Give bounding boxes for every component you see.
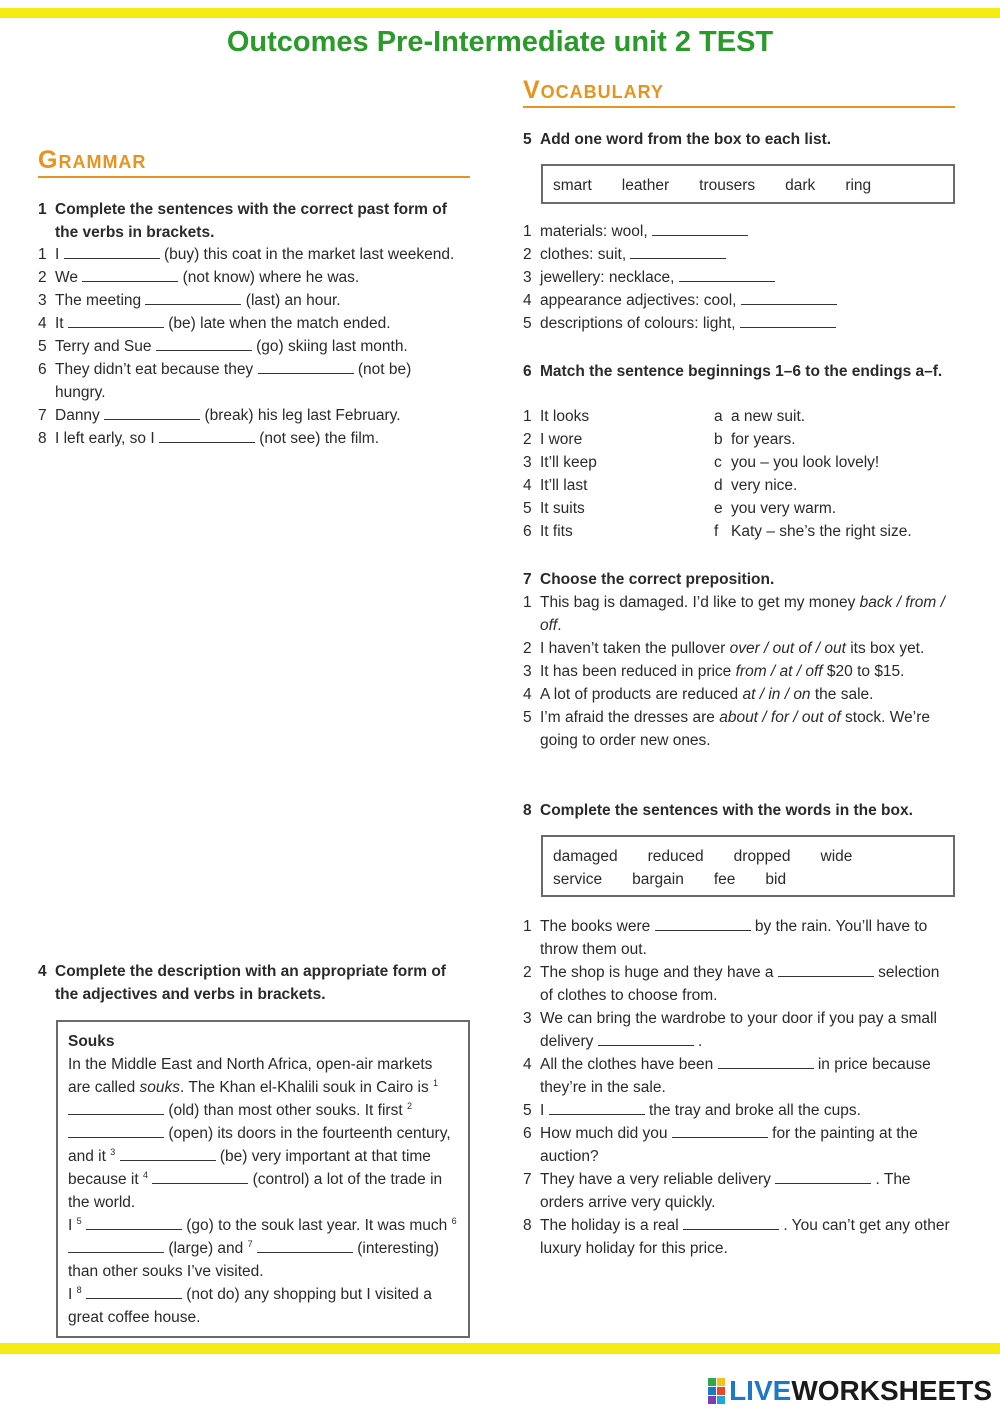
match-row bbox=[523, 474, 955, 497]
item-number: 5 bbox=[523, 1102, 532, 1119]
q7-text: Choose the correct preposition. bbox=[540, 571, 775, 588]
match-row bbox=[523, 428, 955, 451]
answer-blank[interactable] bbox=[159, 429, 255, 443]
sentence-beginning: It looks bbox=[540, 408, 590, 425]
souks-blank-3[interactable] bbox=[120, 1147, 216, 1161]
sentence-ending: a new suit. bbox=[731, 408, 806, 425]
q7-item bbox=[523, 637, 948, 660]
sentence-ending: for years. bbox=[731, 431, 796, 448]
item-text-before: I bbox=[540, 1102, 545, 1119]
item-text-before: How much did you bbox=[540, 1125, 668, 1142]
q7-number: 7 bbox=[523, 571, 532, 588]
item-text: appearance adjectives: cool, bbox=[540, 292, 737, 309]
q5-item bbox=[523, 312, 955, 335]
item-text-after: the tray and broke all the cups. bbox=[648, 1102, 861, 1119]
item-text-before: The shop is huge and they have a bbox=[540, 964, 774, 981]
q8-word-row-2 bbox=[553, 868, 943, 891]
item-text-after: . bbox=[557, 617, 562, 634]
item-text-after: (be) late when the match ended. bbox=[168, 315, 391, 332]
box-word: service bbox=[553, 871, 603, 888]
item-number: 6 bbox=[523, 523, 532, 540]
item-number: 3 bbox=[523, 454, 532, 471]
item-number: 6 bbox=[523, 1125, 532, 1142]
q5-item bbox=[523, 220, 955, 243]
q5-instruction bbox=[523, 128, 955, 151]
q1-instruction bbox=[38, 198, 470, 244]
preposition-options[interactable]: from / at / off bbox=[735, 663, 823, 680]
box-word: fee bbox=[713, 871, 736, 888]
q7-item bbox=[523, 683, 948, 706]
box-word: dark bbox=[785, 177, 816, 194]
answer-blank[interactable] bbox=[156, 337, 252, 351]
answer-blank[interactable] bbox=[598, 1032, 694, 1046]
q1-item bbox=[38, 335, 458, 358]
q5-item bbox=[523, 266, 955, 289]
ending-letter: c bbox=[714, 454, 722, 471]
match-row bbox=[523, 405, 955, 428]
souks-blank-1[interactable] bbox=[68, 1101, 164, 1115]
souks-title: Souks bbox=[68, 1033, 115, 1050]
sentence-ending: you very warm. bbox=[731, 500, 837, 517]
q4-instruction bbox=[38, 960, 470, 1006]
answer-blank[interactable] bbox=[775, 1170, 871, 1184]
item-text-after: its box yet. bbox=[845, 640, 925, 657]
answer-blank[interactable] bbox=[82, 268, 178, 282]
logo-text-worksheets: WORKSHEETS bbox=[791, 1375, 992, 1406]
item-number: 6 bbox=[38, 361, 47, 378]
item-text: jewellery: necklace, bbox=[540, 269, 675, 286]
answer-blank[interactable] bbox=[64, 245, 160, 259]
preposition-options[interactable]: at / in / on bbox=[742, 686, 811, 703]
item-number: 5 bbox=[523, 709, 532, 726]
item-text-before: I haven’t taken the pullover bbox=[540, 640, 730, 657]
item-text-after: stock. We’re going to order new ones. bbox=[540, 709, 930, 749]
item-text-after: (not see) the film. bbox=[259, 430, 380, 447]
ending-letter: b bbox=[714, 431, 723, 448]
item-number: 4 bbox=[523, 477, 532, 494]
ending-letter: f bbox=[714, 523, 719, 540]
q7-item bbox=[523, 591, 948, 637]
item-number: 8 bbox=[523, 1217, 532, 1234]
item-number: 4 bbox=[38, 315, 47, 332]
item-text-before: I bbox=[55, 246, 60, 263]
souks-text-box bbox=[56, 1020, 470, 1338]
souks-blank-8[interactable] bbox=[86, 1285, 182, 1299]
item-text-after: (go) skiing last month. bbox=[256, 338, 408, 355]
answer-blank[interactable] bbox=[655, 917, 751, 931]
sentence-ending: Katy – she’s the right size. bbox=[731, 523, 912, 540]
page-title: Outcomes Pre-Intermediate unit 2 TEST bbox=[226, 26, 774, 58]
item-text-after: $20 to $15. bbox=[822, 663, 905, 680]
item-text-before: They didn’t eat because they bbox=[55, 361, 254, 378]
answer-blank[interactable] bbox=[672, 1124, 768, 1138]
q6-text: Match the sentence beginnings 1–6 to the endings a–f. bbox=[540, 363, 943, 380]
match-row bbox=[523, 520, 955, 543]
item-text-after: (last) an hour. bbox=[245, 292, 341, 309]
item-number: 1 bbox=[523, 918, 532, 935]
item-text-before: We can bring the wardrobe to your door if you pay a small delivery bbox=[540, 1010, 937, 1050]
item-text-after: (not know) where he was. bbox=[182, 269, 360, 286]
box-word: leather bbox=[621, 177, 670, 194]
souks-blank-4[interactable] bbox=[152, 1170, 248, 1184]
item-number: 7 bbox=[523, 1171, 532, 1188]
item-number: 1 bbox=[523, 223, 532, 240]
q1-list bbox=[38, 243, 458, 450]
item-number: 4 bbox=[523, 292, 532, 309]
souks-blank-7[interactable] bbox=[257, 1239, 353, 1253]
item-text-after: in price because they’re in the sale. bbox=[540, 1056, 931, 1096]
q8-item bbox=[523, 961, 955, 1007]
q5-word-box bbox=[541, 164, 955, 204]
item-text-before: The holiday is a real bbox=[540, 1217, 679, 1234]
item-text-before: The books were bbox=[540, 918, 651, 935]
answer-blank[interactable] bbox=[683, 1216, 779, 1230]
q8-item bbox=[523, 1007, 955, 1053]
vocabulary-heading: Vocabulary bbox=[523, 76, 955, 108]
bottom-yellow-bar bbox=[0, 1343, 1000, 1354]
box-word: wide bbox=[820, 848, 853, 865]
item-text-before: I’m afraid the dresses are bbox=[540, 709, 720, 726]
q1-item bbox=[38, 404, 458, 427]
top-yellow-bar bbox=[0, 8, 1000, 18]
logo-text-live: LIVE bbox=[729, 1375, 792, 1406]
item-number: 5 bbox=[523, 315, 532, 332]
item-number: 7 bbox=[38, 407, 47, 424]
q1-item bbox=[38, 243, 458, 266]
item-text-before: We bbox=[55, 269, 78, 286]
sentence-beginning: It’ll keep bbox=[540, 454, 597, 471]
match-row bbox=[523, 451, 955, 474]
q4-text: Complete the description with an appropriate form of the adjectives and verbs in brackets. bbox=[55, 963, 446, 1003]
answer-blank[interactable] bbox=[778, 963, 874, 977]
item-text-before: I left early, so I bbox=[55, 430, 155, 447]
q1-item bbox=[38, 427, 458, 450]
item-text-after: . You can’t get any other luxury holiday for this price. bbox=[540, 1217, 950, 1257]
q6-number: 6 bbox=[523, 363, 532, 380]
box-word: ring bbox=[845, 177, 872, 194]
q6-instruction bbox=[523, 360, 955, 383]
souks-paragraph-1: In the Middle East and North Africa, open-air markets are called souks. The Khan el-Khalili souk in Cairo is $^1$ (old) than most other souks. It first $^2$ (open) its doors in the fourteenth century, and it $^3$ (be) very important at that time because it $^4$ (control) a lot of the trade in the world. bbox=[68, 1056, 451, 1211]
answer-blank[interactable] bbox=[258, 360, 354, 374]
item-number: 4 bbox=[523, 1056, 532, 1073]
q8-instruction bbox=[523, 799, 955, 822]
item-number: 3 bbox=[523, 269, 532, 286]
q5-item bbox=[523, 289, 955, 312]
item-number: 2 bbox=[523, 431, 532, 448]
answer-blank[interactable] bbox=[145, 291, 241, 305]
item-text-after: (buy) this coat in the market last weekend. bbox=[163, 246, 455, 263]
item-text-before: Danny bbox=[55, 407, 100, 424]
item-text-after: . bbox=[698, 1033, 703, 1050]
item-number: 2 bbox=[523, 246, 532, 263]
item-text-before: It bbox=[55, 315, 64, 332]
sentence-beginning: I wore bbox=[540, 431, 583, 448]
souks-blank-2[interactable] bbox=[68, 1124, 164, 1138]
answer-blank[interactable] bbox=[741, 291, 837, 305]
answer-blank[interactable] bbox=[549, 1101, 645, 1115]
item-number: 4 bbox=[523, 686, 532, 703]
grammar-heading: Grammar bbox=[38, 146, 470, 178]
q8-item bbox=[523, 1214, 955, 1260]
box-word: bid bbox=[765, 871, 787, 888]
item-number: 1 bbox=[523, 408, 532, 425]
q5-text: Add one word from the box to each list. bbox=[540, 131, 832, 148]
q7-item bbox=[523, 706, 948, 752]
item-text: descriptions of colours: light, bbox=[540, 315, 736, 332]
q7-instruction bbox=[523, 568, 955, 591]
souks-paragraph-2: I $^5$ (go) to the souk last year. It was much $^6$ (large) and $^7$ (interesting) than other souks I’ve visited. bbox=[68, 1216, 457, 1280]
q6-match-list bbox=[523, 405, 955, 543]
answer-blank[interactable] bbox=[630, 245, 726, 259]
souks-blank-6[interactable] bbox=[68, 1239, 164, 1253]
box-word: smart bbox=[553, 177, 592, 194]
sentence-ending: you – you look lovely! bbox=[731, 454, 880, 471]
item-number: 3 bbox=[523, 663, 532, 680]
item-text-after: for the painting at the auction? bbox=[540, 1125, 918, 1165]
item-number: 2 bbox=[38, 269, 47, 286]
q8-item bbox=[523, 1053, 955, 1099]
souks-paragraph-3: I $^8$ (not do) any shopping but I visited a great coffee house. bbox=[68, 1285, 432, 1326]
item-number: 8 bbox=[38, 430, 47, 447]
item-text: materials: wool, bbox=[540, 223, 648, 240]
box-word: reduced bbox=[647, 848, 704, 865]
ending-letter: d bbox=[714, 477, 723, 494]
ending-letter: e bbox=[714, 500, 723, 517]
q8-item bbox=[523, 1122, 955, 1168]
box-word: trousers bbox=[699, 177, 756, 194]
q8-word-row-1 bbox=[553, 845, 943, 868]
q8-item bbox=[523, 1168, 955, 1214]
item-number: 2 bbox=[523, 640, 532, 657]
q7-item bbox=[523, 660, 948, 683]
sentence-beginning: It’ll last bbox=[540, 477, 588, 494]
item-number: 1 bbox=[523, 594, 532, 611]
item-text-before: It has been reduced in price bbox=[540, 663, 736, 680]
answer-blank[interactable] bbox=[104, 406, 200, 420]
item-text-before: A lot of products are reduced bbox=[540, 686, 743, 703]
q8-list bbox=[523, 915, 955, 1260]
item-number: 1 bbox=[38, 246, 47, 263]
preposition-options[interactable]: about / for / out of bbox=[719, 709, 841, 726]
item-number: 3 bbox=[523, 1010, 532, 1027]
item-text-before: This bag is damaged. I’d like to get my money bbox=[540, 594, 860, 611]
logo-grid-icon bbox=[708, 1378, 725, 1404]
q1-text: Complete the sentences with the correct past form of the verbs in brackets. bbox=[55, 201, 447, 241]
q7-list bbox=[523, 591, 948, 752]
q1-item bbox=[38, 358, 458, 404]
item-number: 5 bbox=[38, 338, 47, 355]
q5-list bbox=[523, 220, 955, 335]
match-row bbox=[523, 497, 955, 520]
item-text-before: All the clothes have been bbox=[540, 1056, 714, 1073]
q5-number: 5 bbox=[523, 131, 532, 148]
sentence-ending: very nice. bbox=[731, 477, 798, 494]
answer-blank[interactable] bbox=[718, 1055, 814, 1069]
q1-item bbox=[38, 266, 458, 289]
q8-word-box bbox=[541, 835, 955, 897]
sentence-beginning: It fits bbox=[540, 523, 573, 540]
item-text-after: (not be) hungry. bbox=[55, 361, 412, 401]
item-text-after: by the rain. You’ll have to throw them out. bbox=[540, 918, 928, 958]
answer-blank[interactable] bbox=[679, 268, 775, 282]
q8-number: 8 bbox=[523, 802, 532, 819]
ending-letter: a bbox=[714, 408, 723, 425]
item-text-before: The meeting bbox=[55, 292, 142, 309]
item-text: clothes: suit, bbox=[540, 246, 627, 263]
item-number: 2 bbox=[523, 964, 532, 981]
box-word: dropped bbox=[733, 848, 791, 865]
q8-text: Complete the sentences with the words in the box. bbox=[540, 802, 913, 819]
item-number: 3 bbox=[38, 292, 47, 309]
q1-item bbox=[38, 312, 458, 335]
q8-item bbox=[523, 1099, 955, 1122]
answer-blank[interactable] bbox=[68, 314, 164, 328]
preposition-options[interactable]: over / out of / out bbox=[729, 640, 846, 657]
souks-blank-5[interactable] bbox=[86, 1216, 182, 1230]
item-text-before: Terry and Sue bbox=[55, 338, 152, 355]
item-text-before: They have a very reliable delivery bbox=[540, 1171, 771, 1188]
box-word: damaged bbox=[553, 848, 618, 865]
sentence-beginning: It suits bbox=[540, 500, 585, 517]
answer-blank[interactable] bbox=[652, 222, 748, 236]
item-text-after: . The orders arrive very quickly. bbox=[540, 1171, 911, 1211]
q1-item bbox=[38, 289, 458, 312]
q5-item bbox=[523, 243, 955, 266]
liveworksheets-logo bbox=[708, 1374, 992, 1408]
q1-number: 1 bbox=[38, 201, 47, 218]
preposition-options[interactable]: back / from / off bbox=[540, 594, 945, 634]
q8-item bbox=[523, 915, 955, 961]
answer-blank[interactable] bbox=[740, 314, 836, 328]
item-text-after: selection of clothes to choose from. bbox=[540, 964, 940, 1004]
box-word: bargain bbox=[632, 871, 684, 888]
item-text-after: (break) his leg last February. bbox=[204, 407, 401, 424]
item-number: 5 bbox=[523, 500, 532, 517]
q4-number: 4 bbox=[38, 963, 47, 980]
item-text-after: the sale. bbox=[810, 686, 874, 703]
